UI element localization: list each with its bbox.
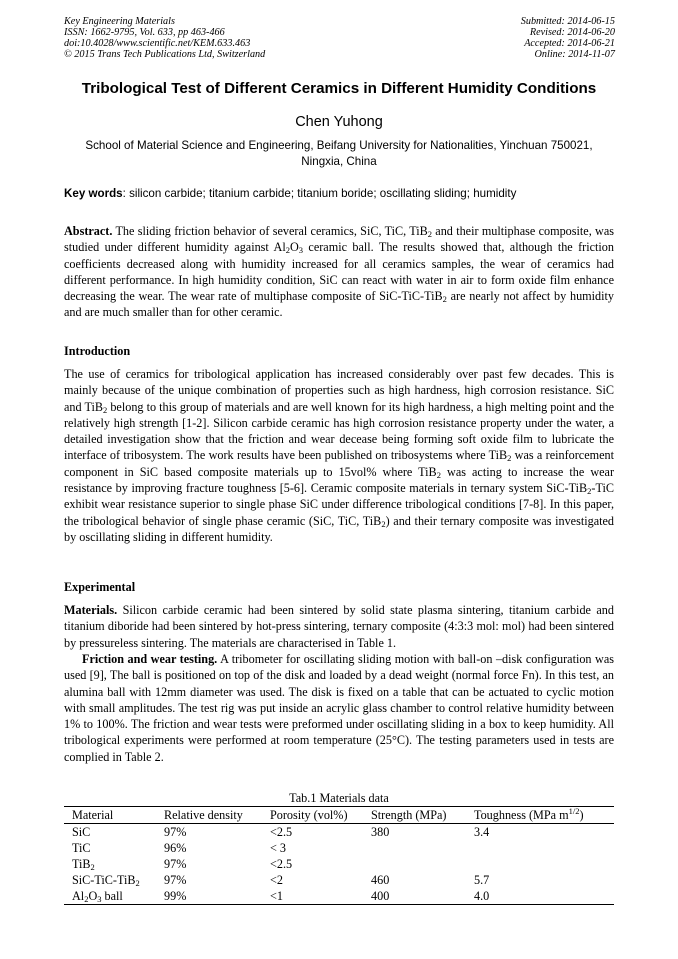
journal-name: Key Engineering Materials <box>64 16 175 27</box>
cell-strength <box>363 840 466 856</box>
subscript: 3 <box>97 893 102 904</box>
cell-porosity: <2 <box>270 872 283 887</box>
intro-text: ) and their ternary composite was investigated by oscillating sliding in different humidity. <box>64 513 614 544</box>
materials-label: Materials. <box>64 603 118 617</box>
abstract-text: O <box>289 240 299 255</box>
intro-text: belong to this group of materials and are well known for its high hardness, a high melting point and the relatively high strength [1-2]. Silicon carbide ceramic has high corrosion resistance property under the water, a detailed investigation show that the friction and wear decease being forming soft oxide film to lubricate the interface of tribosystem. The work results have been published on tribosystems where TiB <box>64 399 614 463</box>
abstract-text: and their multiphase composite, was studied under different humidity against Al <box>64 224 614 255</box>
paper-author: Chen Yuhong <box>295 114 383 130</box>
date-revised: Revised: 2014-06-20 <box>529 27 615 38</box>
author-affiliation: School of Material Science and Engineering, Beifang University for Nationalities, Yinchuan 750021, Ningxia, China <box>85 139 593 168</box>
cell-toughness: 5.7 <box>474 872 490 887</box>
table-header-row <box>64 807 614 824</box>
subscript: 3 <box>298 245 304 256</box>
abstract <box>64 223 614 321</box>
cell-toughness <box>466 856 614 872</box>
cell-material <box>64 824 156 841</box>
keywords-label: Key words <box>64 187 123 200</box>
intro-text: was acting to increase the wear resistance by improving fracture toughness [5-6]. Ceramic composite materials in ternary system SiC-TiB <box>64 464 615 496</box>
date-submitted: Submitted: 2014-06-15 <box>520 16 615 27</box>
materials-table <box>64 806 614 905</box>
cell-density: 99% <box>164 888 187 903</box>
subscript: 2 <box>587 486 592 497</box>
material-name: SiC-TiC-TiB <box>72 872 136 887</box>
abstract-label: Abstract. <box>64 224 113 238</box>
introduction-body <box>64 366 614 545</box>
introduction-heading: Introduction <box>64 344 131 358</box>
subscript: 2 <box>84 893 89 904</box>
cell-material <box>64 856 156 872</box>
material-name: TiB <box>72 856 91 871</box>
intro-text: The use of ceramics for tribological application has increased considerably over past few decades. This is mainly because of the unique combination of properties such as high hardness, high corrosion resistance. SiC and TiB <box>64 367 614 414</box>
table-row <box>64 840 614 856</box>
table-row <box>64 824 614 841</box>
cell-density: 97% <box>164 856 187 871</box>
experimental-heading: Experimental <box>64 580 136 594</box>
cell-strength: 400 <box>371 888 390 903</box>
abstract-text: ceramic ball. The results showed that, although the friction coefficients decreased along with humidity increased for all ceramics samples, the wear of ceramics had different performance. In high humidity condition, SiC can react with water in air to form oxide film enhance decreasing the wear. The wear rate of multiphase composite of SiC-TiC-TiB <box>64 240 614 304</box>
material-name: O <box>88 888 98 903</box>
abstract-text: are nearly not affect by humidity and are much smaller than for other ceramic. <box>64 289 614 320</box>
col-density: Relative density <box>164 807 243 822</box>
col-toughness <box>466 807 614 824</box>
col-porosity: Porosity (vol%) <box>270 807 348 822</box>
intro-text: was a reinforcement component in SiC based composite materials up to 15vol% where TiB <box>64 448 614 479</box>
col-toughness-end: ) <box>579 807 584 822</box>
cell-material <box>64 872 156 888</box>
cell-density: 96% <box>164 840 187 855</box>
cell-toughness <box>466 840 614 856</box>
cell-toughness: 3.4 <box>474 824 490 839</box>
date-accepted: Accepted: 2014-06-21 <box>524 38 615 49</box>
cell-porosity: <2.5 <box>270 824 293 839</box>
keywords <box>64 187 614 200</box>
cell-toughness: 4.0 <box>474 888 490 903</box>
material-name: Al <box>72 888 85 903</box>
subscript: 2 <box>507 453 512 464</box>
cell-density: 97% <box>164 824 187 839</box>
journal-copyright: © 2015 Trans Tech Publications Ltd, Switzerland <box>64 49 266 60</box>
subscript: 2 <box>381 518 386 529</box>
paper-title: Tribological Test of Different Ceramics in Different Humidity Conditions <box>81 80 597 97</box>
friction-paragraph <box>64 651 614 765</box>
journal-header <box>64 16 265 60</box>
journal-doi[interactable]: doi:10.4028/www.scientific.net/KEM.633.463 <box>64 38 251 49</box>
cell-porosity: <1 <box>270 888 283 903</box>
table-row <box>64 888 614 905</box>
intro-text: -TiC exhibit wear resistance superior to single phase SiC under difference tribological conditions [7-8]. In this paper, the tribological behavior of single phase ceramic (SiC, TiC, TiB <box>64 481 614 528</box>
cell-strength <box>363 856 466 872</box>
materials-paragraph <box>64 602 614 651</box>
table-row <box>64 872 614 888</box>
cell-material <box>64 888 156 905</box>
date-online: Online: 2014-11-07 <box>534 49 615 60</box>
friction-text: A tribometer for oscillating sliding motion with ball-on –disk configuration was used [9], The ball is positioned on top of the disk and loaded by a dead weight (normal force Fn). In this test, an alumina ball with 12mm diameter was used. The disk is fixed on a table that can be actuated to cyclic motion with small amplitudes. The test rig was put inside an acrylic glass chamber to control relative humidity between 1% to 100%. The friction and wear tests were preformed under oscillating sliding in a box to keep humidity. All tribological experiments were performed at room temperature (25°C). The testing parameters used in tests are complied in Table 2. <box>64 652 614 764</box>
table-row <box>64 856 614 872</box>
cell-porosity: < 3 <box>270 840 287 855</box>
subscript: 2 <box>103 404 108 415</box>
cell-strength: 460 <box>371 872 390 887</box>
dates-header <box>521 16 615 60</box>
subscript: 2 <box>442 294 447 305</box>
material-name: TiC <box>72 840 91 855</box>
subscript: 2 <box>285 245 290 256</box>
superscript: 1/2 <box>568 805 580 816</box>
subscript: 2 <box>436 469 441 480</box>
subscript: 2 <box>427 229 433 239</box>
col-strength: Strength (MPa) <box>371 807 447 822</box>
journal-issn: ISSN: 1662-9795, Vol. 633, pp 463-466 <box>64 27 225 38</box>
cell-material <box>64 840 156 856</box>
subscript: 2 <box>135 877 140 888</box>
material-name: ball <box>101 888 123 903</box>
cell-density: 97% <box>164 872 187 887</box>
subscript: 2 <box>90 861 95 872</box>
abstract-text: The sliding friction behavior of several ceramics, SiC, TiC, TiB <box>112 224 428 238</box>
friction-label: Friction and wear testing. <box>82 652 218 666</box>
col-material: Material <box>72 807 114 822</box>
material-name: SiC <box>72 824 91 839</box>
table-caption: Tab.1 Materials data <box>289 791 389 805</box>
keywords-text: : silicon carbide; titanium carbide; titanium boride; oscillating sliding; humidity <box>122 187 517 200</box>
cell-strength: 380 <box>371 824 390 839</box>
materials-text: Silicon carbide ceramic had been sintered by solid state plasma sintering, titanium carbide and titanium diboride had been sintered by hot-press sintering, ternary composite (4:3:3 mol: mol) had been sintered by pressureless sintering. The materials are characterised in Table 1. <box>64 603 614 650</box>
cell-porosity: <2.5 <box>270 856 293 871</box>
col-toughness-text: Toughness (MPa m <box>474 807 569 822</box>
